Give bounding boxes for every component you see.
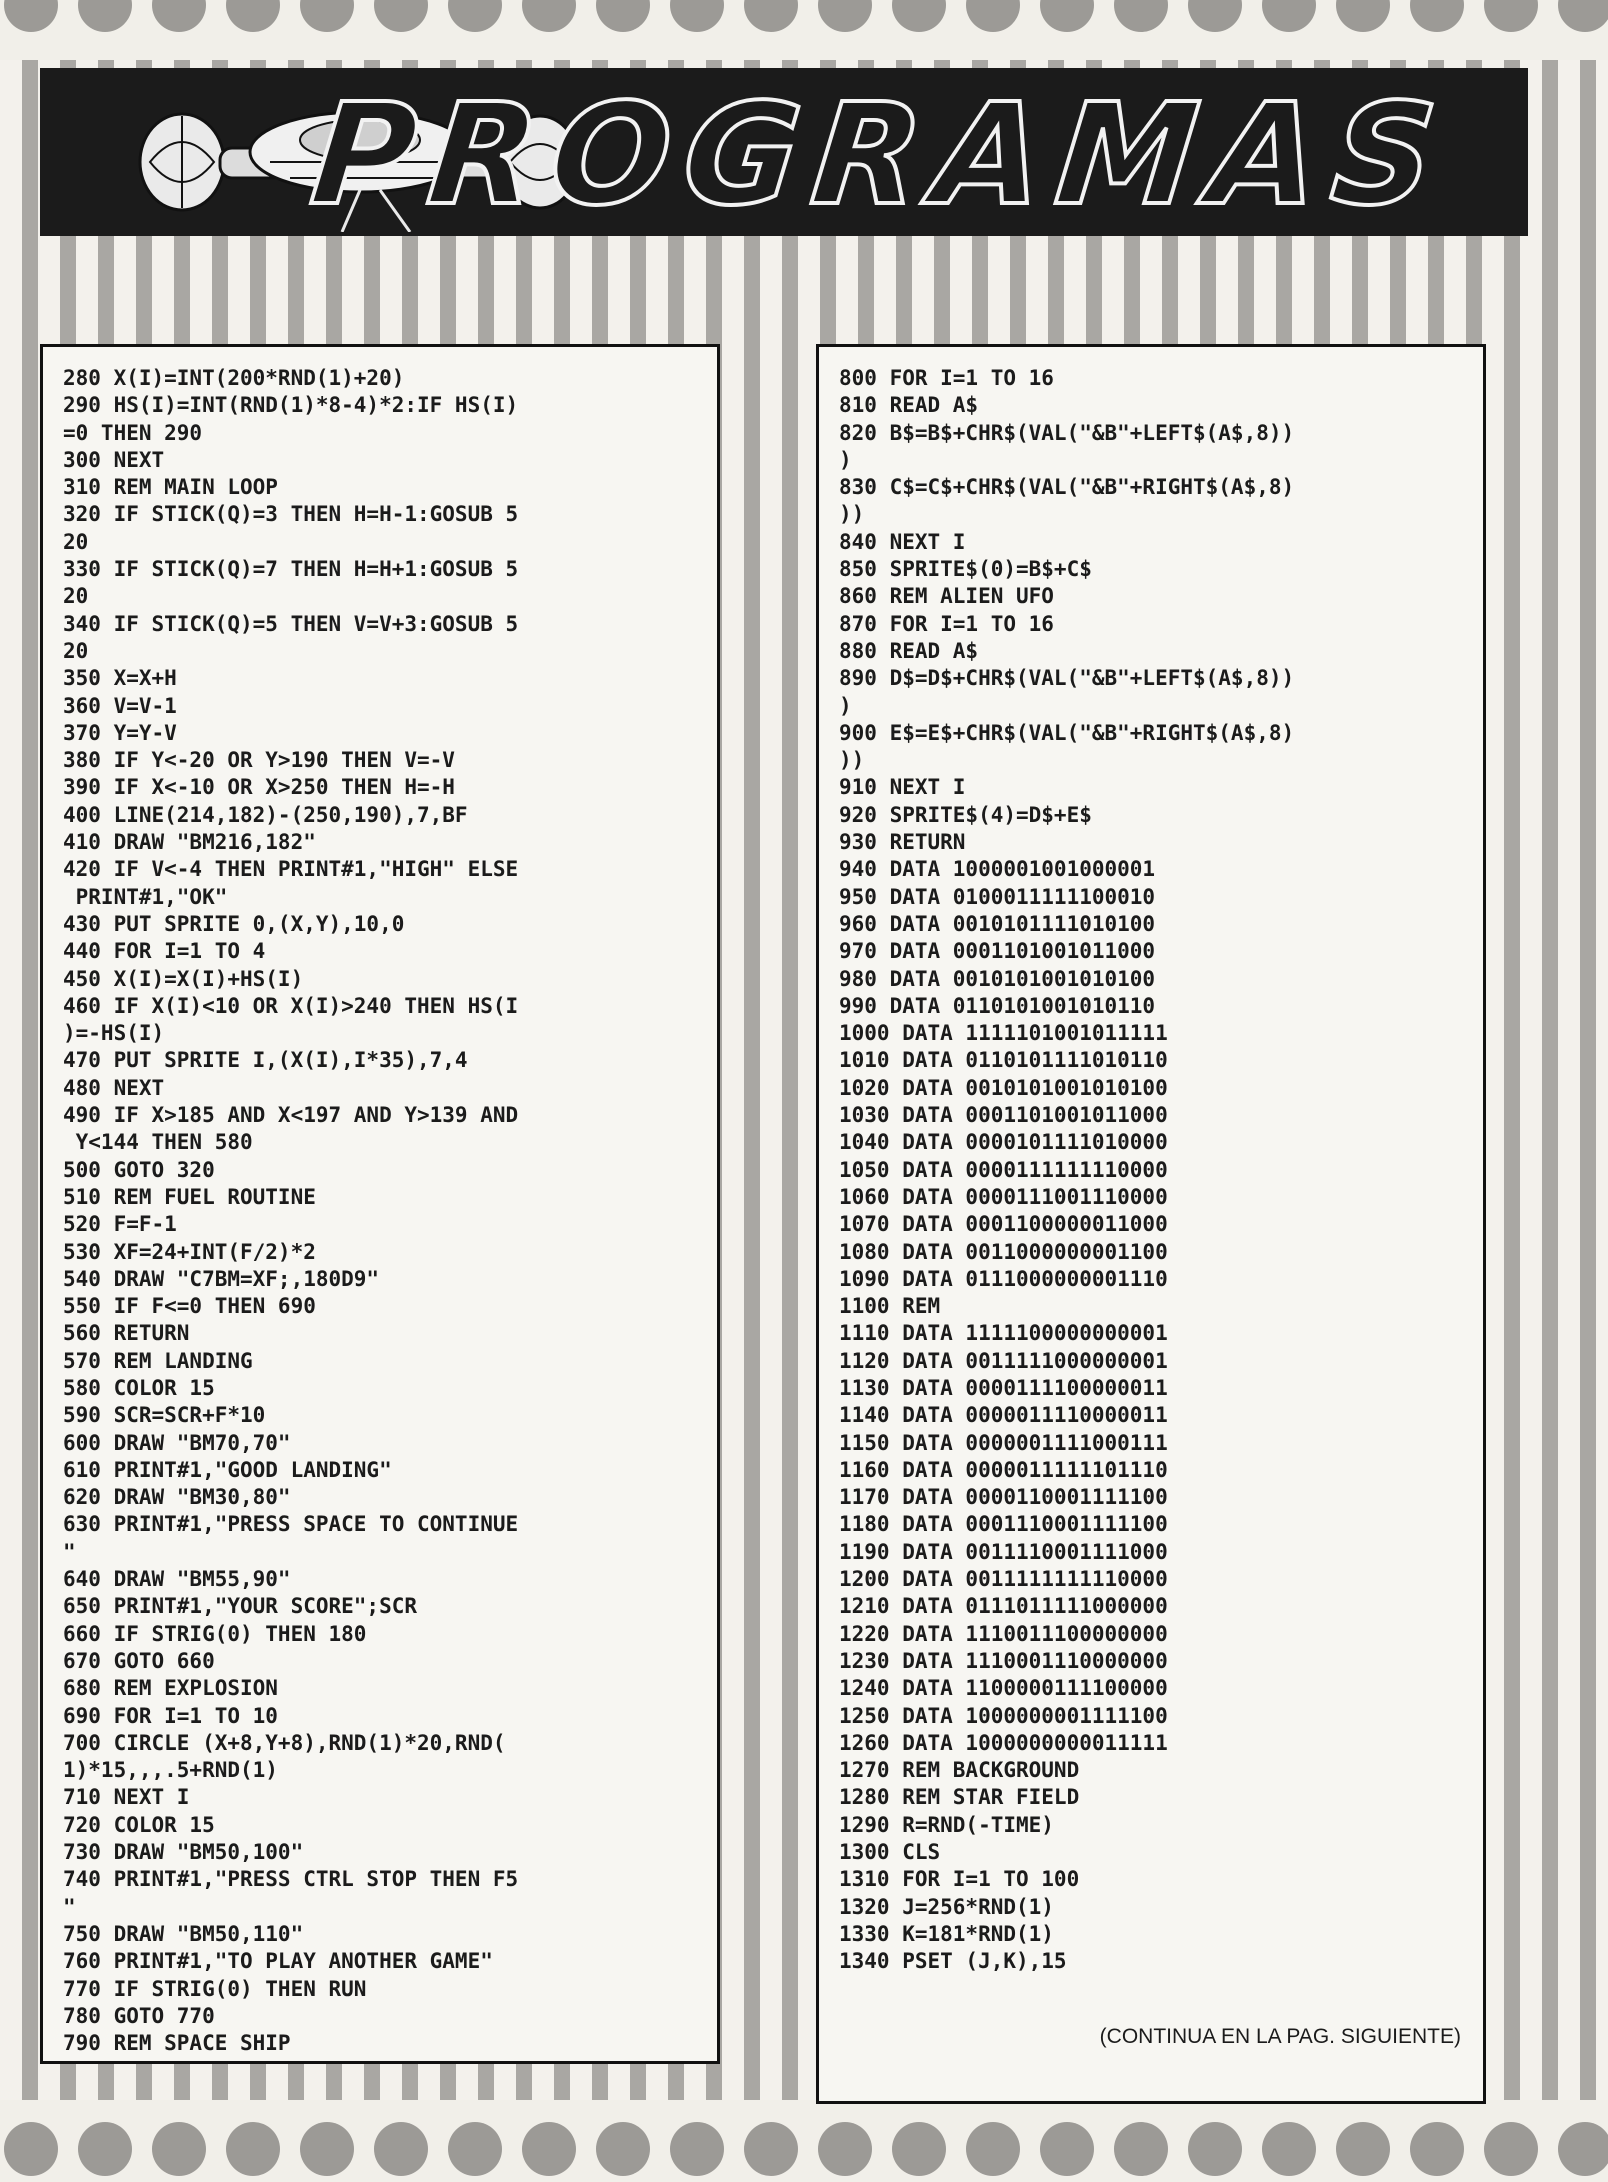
code-line: 1010 DATA 0110101111010110 xyxy=(839,1048,1168,1073)
page-title: PROGRAMAS xyxy=(304,74,1457,237)
code-line: 860 REM ALIEN UFO xyxy=(839,584,1054,609)
code-line: 820 B$=B$+CHR$(VAL("&B"+LEFT$(A$,8)) xyxy=(839,420,1295,445)
code-line: 810 READ A$ xyxy=(839,393,979,418)
code-line: " xyxy=(63,1539,76,1564)
code-line: 370 Y=Y-V xyxy=(63,720,177,745)
code-line: 1130 DATA 0000111100000011 xyxy=(839,1375,1168,1400)
perforation-bottom xyxy=(0,2122,1608,2182)
code-line: 910 NEXT I xyxy=(839,775,966,800)
code-line: 580 COLOR 15 xyxy=(63,1375,215,1400)
code-line: 1070 DATA 0001100000011000 xyxy=(839,1212,1168,1237)
code-line: 830 C$=C$+CHR$(VAL("&B"+RIGHT$(A$,8) xyxy=(839,475,1295,500)
code-line: 340 IF STICK(Q)=5 THEN V=V+3:GOSUB 5 xyxy=(63,611,519,636)
code-line: 380 IF Y<-20 OR Y>190 THEN V=-V xyxy=(63,748,455,773)
code-line: 880 READ A$ xyxy=(839,638,979,663)
code-line: 20 xyxy=(63,584,89,609)
code-line: 730 DRAW "BM50,100" xyxy=(63,1840,304,1865)
code-line: 430 PUT SPRITE 0,(X,Y),10,0 xyxy=(63,911,405,936)
code-line: 570 REM LANDING xyxy=(63,1348,253,1373)
code-line: 320 IF STICK(Q)=3 THEN H=H-1:GOSUB 5 xyxy=(63,502,519,527)
code-line: 1080 DATA 0011000000001100 xyxy=(839,1239,1168,1264)
code-line: 490 IF X>185 AND X<197 AND Y>139 AND xyxy=(63,1103,519,1128)
code-line: 630 PRINT#1,"PRESS SPACE TO CONTINUE xyxy=(63,1512,519,1537)
code-line: 1150 DATA 0000001111000111 xyxy=(839,1430,1168,1455)
code-line: 1030 DATA 0001101001011000 xyxy=(839,1103,1168,1128)
code-line: 480 NEXT xyxy=(63,1075,165,1100)
code-line: 960 DATA 0010101111010100 xyxy=(839,911,1156,936)
code-line: PRINT#1,"OK" xyxy=(63,884,228,909)
code-line: 850 SPRITE$(0)=B$+C$ xyxy=(839,557,1092,582)
code-line: 590 SCR=SCR+F*10 xyxy=(63,1403,266,1428)
code-line: 1180 DATA 0001110001111100 xyxy=(839,1512,1168,1537)
code-line: " xyxy=(63,1894,76,1919)
code-line: 400 LINE(214,182)-(250,190),7,BF xyxy=(63,802,468,827)
code-line: 1300 CLS xyxy=(839,1840,941,1865)
code-line: 530 XF=24+INT(F/2)*2 xyxy=(63,1239,316,1264)
code-line: 1290 R=RND(-TIME) xyxy=(839,1812,1054,1837)
code-line: 1260 DATA 1000000000011111 xyxy=(839,1730,1168,1755)
code-line: 450 X(I)=X(I)+HS(I) xyxy=(63,966,304,991)
code-line: 780 GOTO 770 xyxy=(63,2003,215,2028)
code-listing-right xyxy=(816,344,1486,2104)
code-line: 520 F=F-1 xyxy=(63,1212,177,1237)
code-line: 870 FOR I=1 TO 16 xyxy=(839,611,1054,636)
code-line: 610 PRINT#1,"GOOD LANDING" xyxy=(63,1457,392,1482)
code-line: 1100 REM xyxy=(839,1294,941,1319)
code-line: 1240 DATA 1100000111100000 xyxy=(839,1676,1168,1701)
code-line: 300 NEXT xyxy=(63,447,165,472)
code-line: 1250 DATA 1000000001111100 xyxy=(839,1703,1168,1728)
code-line: 1020 DATA 0010101001010100 xyxy=(839,1075,1168,1100)
code-line: 20 xyxy=(63,529,89,554)
code-line: 890 D$=D$+CHR$(VAL("&B"+LEFT$(A$,8)) xyxy=(839,666,1295,691)
code-line: 690 FOR I=1 TO 10 xyxy=(63,1703,278,1728)
code-line: 1270 REM BACKGROUND xyxy=(839,1758,1080,1783)
code-line: 700 CIRCLE (X+8,Y+8),RND(1)*20,RND( xyxy=(63,1730,506,1755)
code-line: 1140 DATA 0000011110000011 xyxy=(839,1403,1168,1428)
code-line: 440 FOR I=1 TO 4 xyxy=(63,939,266,964)
code-line: 660 IF STRIG(0) THEN 180 xyxy=(63,1621,367,1646)
code-line: 560 RETURN xyxy=(63,1321,190,1346)
code-line: )) xyxy=(839,748,865,773)
code-line: 510 REM FUEL ROUTINE xyxy=(63,1184,316,1209)
code-line: 1050 DATA 0000111111110000 xyxy=(839,1157,1168,1182)
code-line: 950 DATA 0100011111100010 xyxy=(839,884,1156,909)
continuation-note: (CONTINUA EN LA PAG. SIGUIENTE) xyxy=(1099,2025,1461,2048)
code-line: 1310 FOR I=1 TO 100 xyxy=(839,1867,1080,1892)
code-line: 670 GOTO 660 xyxy=(63,1648,215,1673)
code-line: ) xyxy=(839,447,852,472)
code-line: 500 GOTO 320 xyxy=(63,1157,215,1182)
code-line: 20 xyxy=(63,638,89,663)
code-line: 790 REM SPACE SHIP xyxy=(63,2031,291,2056)
code-line: 620 DRAW "BM30,80" xyxy=(63,1485,291,1510)
code-line: 1110 DATA 1111100000000001 xyxy=(839,1321,1168,1346)
code-line: 310 REM MAIN LOOP xyxy=(63,475,278,500)
code-listing-left xyxy=(40,344,720,2064)
code-line: 1280 REM STAR FIELD xyxy=(839,1785,1080,1810)
code-line: 390 IF X<-10 OR X>250 THEN H=-H xyxy=(63,775,455,800)
code-line: 350 X=X+H xyxy=(63,666,177,691)
code-line: 290 HS(I)=INT(RND(1)*8-4)*2:IF HS(I) xyxy=(63,393,519,418)
code-line: 940 DATA 1000001001000001 xyxy=(839,857,1156,882)
code-line: 1090 DATA 0111000000001110 xyxy=(839,1266,1168,1291)
code-line: 470 PUT SPRITE I,(X(I),I*35),7,4 xyxy=(63,1048,468,1073)
code-line: 1210 DATA 0111011111000000 xyxy=(839,1594,1168,1619)
code-line: 900 E$=E$+CHR$(VAL("&B"+RIGHT$(A$,8) xyxy=(839,720,1295,745)
code-line: 990 DATA 0110101001010110 xyxy=(839,993,1156,1018)
code-line: 750 DRAW "BM50,110" xyxy=(63,1921,304,1946)
code-line: 410 DRAW "BM216,182" xyxy=(63,830,316,855)
code-line: 1190 DATA 0011110001111000 xyxy=(839,1539,1168,1564)
code-line: 1330 K=181*RND(1) xyxy=(839,1921,1054,1946)
code-line: )) xyxy=(839,502,865,527)
code-line: ) xyxy=(839,693,852,718)
code-line: 600 DRAW "BM70,70" xyxy=(63,1430,291,1455)
code-line: 1230 DATA 1110001110000000 xyxy=(839,1648,1168,1673)
code-text xyxy=(819,347,1483,1976)
code-line: 640 DRAW "BM55,90" xyxy=(63,1567,291,1592)
code-line: 1)*15,,,.5+RND(1) xyxy=(63,1758,278,1783)
code-line: 920 SPRITE$(4)=D$+E$ xyxy=(839,802,1092,827)
code-line: Y<144 THEN 580 xyxy=(63,1130,253,1155)
code-line: 680 REM EXPLOSION xyxy=(63,1676,278,1701)
code-line: 540 DRAW "C7BM=XF;,180D9" xyxy=(63,1266,380,1291)
code-line: 840 NEXT I xyxy=(839,529,966,554)
code-line: 330 IF STICK(Q)=7 THEN H=H+1:GOSUB 5 xyxy=(63,557,519,582)
code-line: 1340 PSET (J,K),15 xyxy=(839,1949,1067,1974)
code-line: 360 V=V-1 xyxy=(63,693,177,718)
code-line: 460 IF X(I)<10 OR X(I)>240 THEN HS(I xyxy=(63,993,519,1018)
code-line: 1320 J=256*RND(1) xyxy=(839,1894,1054,1919)
code-line: 1220 DATA 1110011100000000 xyxy=(839,1621,1168,1646)
code-line: 420 IF V<-4 THEN PRINT#1,"HIGH" ELSE xyxy=(63,857,519,882)
perforation-top xyxy=(0,0,1608,38)
code-line: 1200 DATA 0011111111110000 xyxy=(839,1567,1168,1592)
code-line: =0 THEN 290 xyxy=(63,420,203,445)
code-line: 1120 DATA 0011111000000001 xyxy=(839,1348,1168,1373)
code-line: 760 PRINT#1,"TO PLAY ANOTHER GAME" xyxy=(63,1949,493,1974)
code-line: 1170 DATA 0000110001111100 xyxy=(839,1485,1168,1510)
code-line: 980 DATA 0010101001010100 xyxy=(839,966,1156,991)
code-line: 650 PRINT#1,"YOUR SCORE";SCR xyxy=(63,1594,418,1619)
code-line: 1060 DATA 0000111001110000 xyxy=(839,1184,1168,1209)
code-line: )=-HS(I) xyxy=(63,1021,165,1046)
code-line: 970 DATA 0001101001011000 xyxy=(839,939,1156,964)
code-line: 800 FOR I=1 TO 16 xyxy=(839,366,1054,390)
code-line: 1160 DATA 0000011111101110 xyxy=(839,1457,1168,1482)
code-line: 710 NEXT I xyxy=(63,1785,190,1810)
code-line: 1000 DATA 1111101001011111 xyxy=(839,1021,1168,1046)
code-line: 930 RETURN xyxy=(839,830,966,855)
code-line: 720 COLOR 15 xyxy=(63,1812,215,1837)
code-line: 280 X(I)=INT(200*RND(1)+20) xyxy=(63,366,405,390)
page-header xyxy=(40,68,1528,236)
code-line: 550 IF F<=0 THEN 690 xyxy=(63,1294,316,1319)
code-line: 740 PRINT#1,"PRESS CTRL STOP THEN F5 xyxy=(63,1867,519,1892)
code-line: 1040 DATA 0000101111010000 xyxy=(839,1130,1168,1155)
code-line: 770 IF STRIG(0) THEN RUN xyxy=(63,1976,367,2001)
code-text xyxy=(43,347,717,2057)
